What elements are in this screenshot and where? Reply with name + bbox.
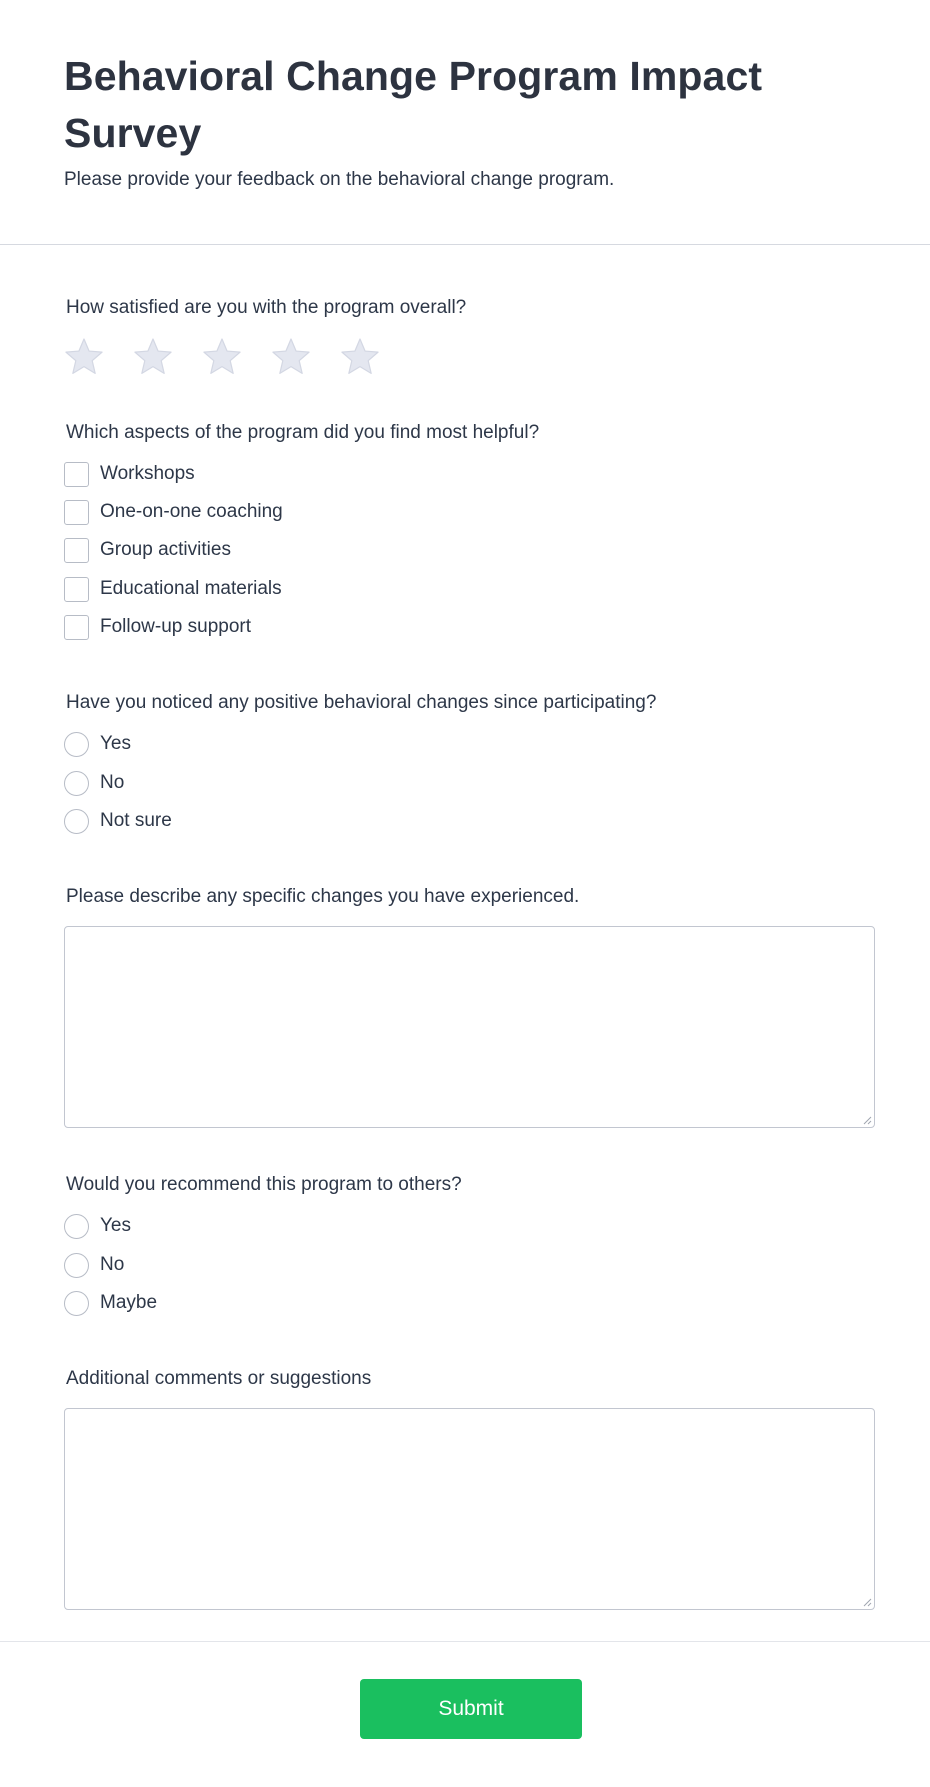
radio-button[interactable] bbox=[64, 1214, 89, 1239]
radio-changes-yes[interactable] bbox=[64, 731, 131, 757]
option-educational-materials[interactable] bbox=[64, 576, 282, 602]
star-5-icon[interactable] bbox=[340, 337, 380, 377]
form-subtitle: Please provide your feedback on the behavioral change program. bbox=[64, 169, 615, 190]
radio-changes-not-sure[interactable] bbox=[64, 808, 172, 834]
radio-button[interactable] bbox=[64, 809, 89, 834]
form-header bbox=[0, 0, 930, 245]
option-label: Yes bbox=[100, 733, 131, 754]
star-3-icon[interactable] bbox=[202, 337, 242, 377]
option-label: Yes bbox=[100, 1215, 131, 1236]
form-title: Behavioral Change Program Impact Survey bbox=[64, 53, 763, 156]
checkbox[interactable] bbox=[64, 500, 89, 525]
checkbox[interactable] bbox=[64, 577, 89, 602]
radio-button[interactable] bbox=[64, 771, 89, 796]
question-satisfaction: How satisfied are you with the program overall? bbox=[66, 297, 467, 318]
form-footer bbox=[0, 1641, 930, 1787]
radio-recommend-yes[interactable] bbox=[64, 1213, 131, 1239]
radio-changes-no[interactable] bbox=[64, 770, 124, 796]
question-positive-changes: Have you noticed any positive behavioral changes since participating? bbox=[66, 692, 657, 713]
resize-grip-icon[interactable] bbox=[862, 1597, 872, 1607]
option-label: One-on-one coaching bbox=[100, 501, 283, 522]
radio-button[interactable] bbox=[64, 732, 89, 757]
option-label: Follow-up support bbox=[100, 616, 252, 637]
option-workshops[interactable] bbox=[64, 461, 195, 487]
question-describe-changes: Please describe any specific changes you have experienced. bbox=[66, 886, 580, 907]
changes-textarea[interactable] bbox=[64, 926, 875, 1128]
question-helpful-aspects: Which aspects of the program did you find most helpful? bbox=[66, 422, 540, 443]
comments-textarea[interactable] bbox=[64, 1408, 875, 1610]
resize-grip-icon[interactable] bbox=[862, 1115, 872, 1125]
option-label: Workshops bbox=[100, 463, 195, 484]
option-group-activities[interactable] bbox=[64, 537, 231, 563]
checkbox[interactable] bbox=[64, 538, 89, 563]
radio-button[interactable] bbox=[64, 1253, 89, 1278]
checkbox[interactable] bbox=[64, 615, 89, 640]
option-label: Group activities bbox=[100, 539, 231, 560]
option-label: No bbox=[100, 772, 125, 793]
option-label: Educational materials bbox=[100, 578, 282, 599]
star-4-icon[interactable] bbox=[271, 337, 311, 377]
radio-button[interactable] bbox=[64, 1291, 89, 1316]
option-label: Not sure bbox=[100, 810, 172, 831]
question-recommend: Would you recommend this program to others? bbox=[66, 1174, 462, 1195]
option-label: No bbox=[100, 1254, 125, 1275]
radio-recommend-no[interactable] bbox=[64, 1252, 124, 1278]
checkbox[interactable] bbox=[64, 462, 89, 487]
submit-button[interactable]: Submit bbox=[360, 1679, 582, 1739]
star-1-icon[interactable] bbox=[64, 337, 104, 377]
radio-recommend-maybe[interactable] bbox=[64, 1290, 157, 1316]
question-additional-comments: Additional comments or suggestions bbox=[66, 1368, 372, 1389]
option-label: Maybe bbox=[100, 1292, 158, 1313]
option-follow-up-support[interactable] bbox=[64, 614, 251, 640]
option-one-on-one-coaching[interactable] bbox=[64, 499, 283, 525]
star-2-icon[interactable] bbox=[133, 337, 173, 377]
